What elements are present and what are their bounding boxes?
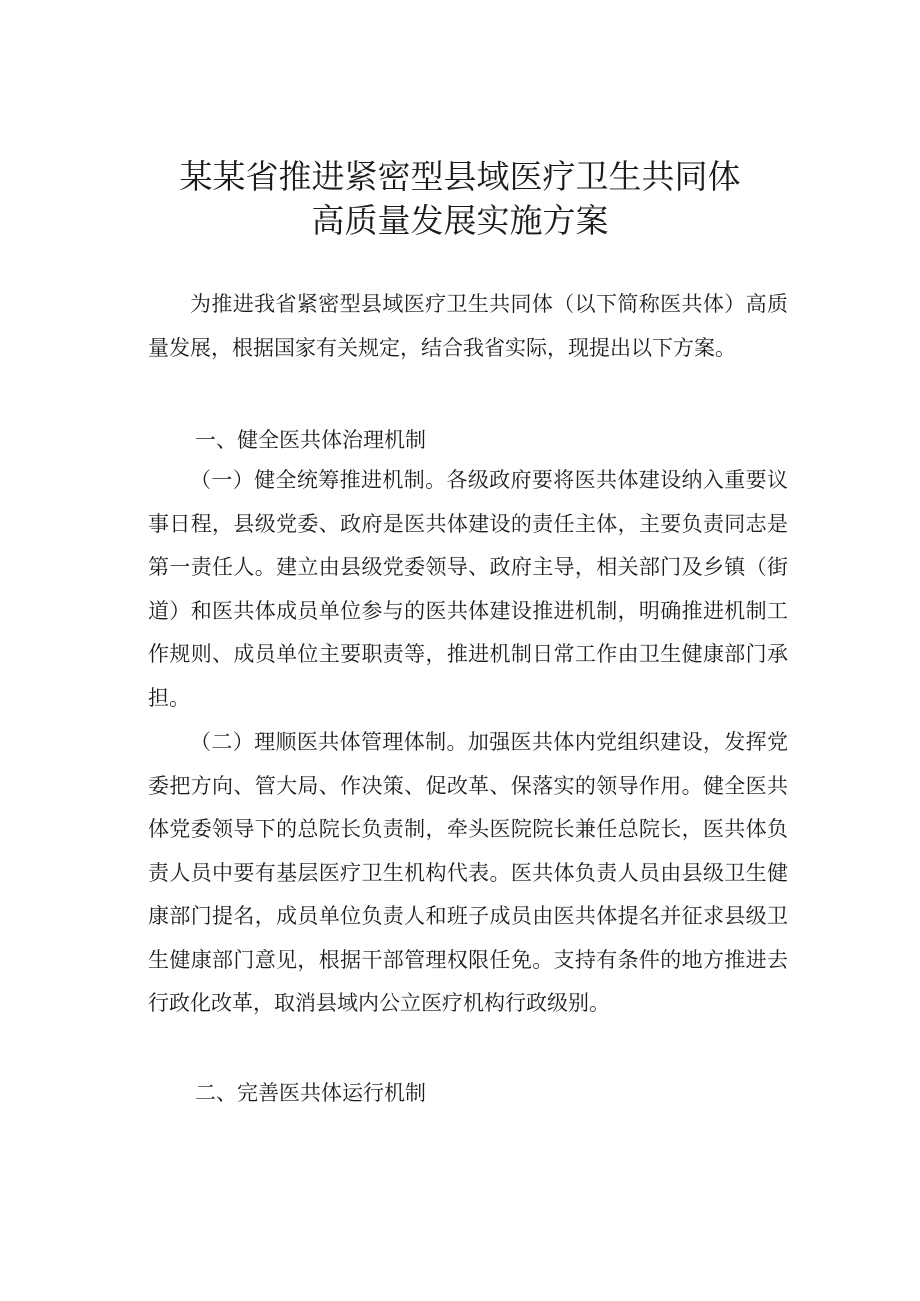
- section-1-paragraph-1: （一）健全统筹推进机制。各级政府要将医共体建设纳入重要议事日程，县级党委、政府是医共体建设的责任主体，主要负责同志是第一责任人。建立由县级党委领导、政府主导，相关部门及乡镇（街道）和医共体成员单位参与的医共体建设推进机制，明确推进机制工作规则、成员单位主要职责等，推进机制日常工作由卫生健康部门承担。: [148, 468, 788, 710]
- intro-paragraph: 为推进我省紧密型县域医疗卫生共同体（以下简称医共体）高质量发展，根据国家有关规定，结合我省实际，现提出以下方案。: [148, 292, 788, 360]
- section-1-paragraph-2: （二）理顺医共体管理体制。加强医共体内党组织建设，发挥党委把方向、管大局、作决策、促改革、保落实的领导作用。健全医共体党委领导下的总院长负责制，牵头医院院长兼任总院长，医共体负责人员中要有基层医疗卫生机构代表。医共体负责人员由县级卫生健康部门提名，成员单位负责人和班子成员由医共体提名并征求县级卫生健康部门意见，根据干部管理权限任免。支持有条件的地方推进去行政化改革，取消县域内公立医疗机构行政级别。: [148, 730, 788, 1015]
- section-1-heading: 一、健全医共体治理机制: [195, 428, 426, 452]
- document-title-line-1: 某某省推进紧密型县域医疗卫生共同体: [179, 157, 741, 196]
- document-title-line-2: 高质量发展实施方案: [311, 201, 609, 240]
- section-2-heading: 二、完善医共体运行机制: [195, 1081, 426, 1105]
